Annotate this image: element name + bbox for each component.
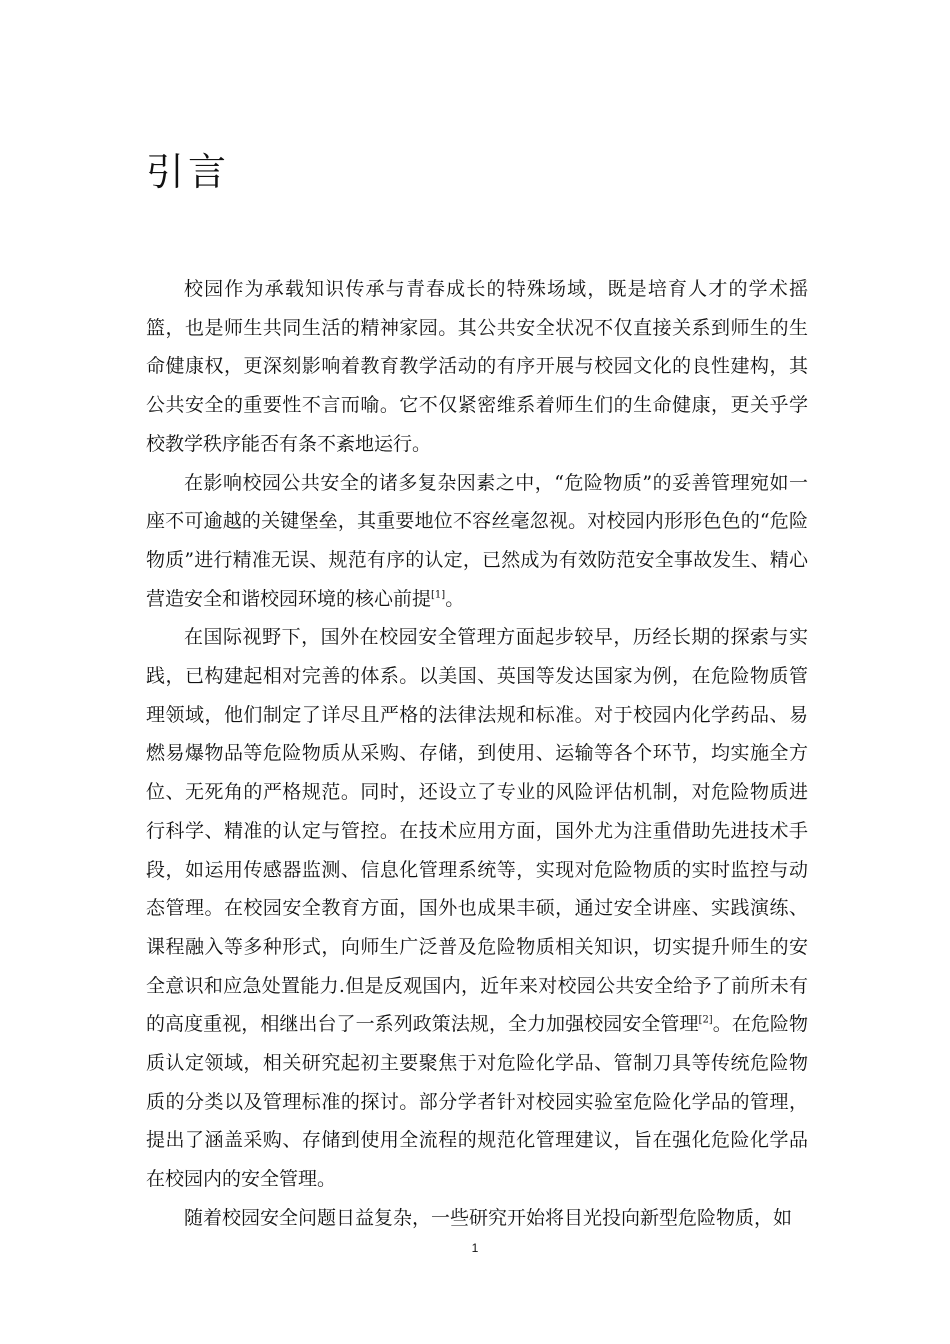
- paragraph-text: 。: [445, 587, 465, 610]
- paragraph-hazardous-substances: [146, 464, 808, 619]
- paragraph-new-hazards: 随着校园安全问题日益复杂，一些研究开始将目光投向新型危险物质，如: [184, 1206, 793, 1229]
- page-number: 1: [471, 1241, 479, 1255]
- paragraph-text: 在影响校园公共安全的诸多复杂因素之中，“危险物质”的妥善管理宛如一座不可逾越的关键堡垒，其重要地位不容丝毫忽视。对校园内形形色色的“危险物质”进行精准无误、规范有序的认定，已然成为有效防范安全事故发生、精心营造安全和谐校园环境的核心前提: [146, 471, 808, 610]
- paragraph-international-view: [146, 618, 808, 1199]
- section-heading: 引言: [146, 150, 231, 194]
- paragraph-text: 。在危险物质认定领域，相关研究起初主要聚焦于对危险化学品、管制刀具等传统危险物质的分类以及管理标准的探讨。部分学者针对校园实验室危险化学品的管理，提出了涵盖采购、存储到使用全流程的规范化管理建议，旨在强化危险化学品在校园内的安全管理。: [146, 1013, 808, 1191]
- body-text: [146, 270, 808, 1238]
- paragraph-campus-importance: 校园作为承载知识传承与青春成长的特殊场域，既是培育人才的学术摇篮，也是师生共同生活的精神家园。其公共安全状况不仅直接关系到师生的生命健康权，更深刻影响着教育教学活动的有序开展与校园文化的良性建构，其公共安全的重要性不言而喻。它不仅紧密维系着师生们的生命健康，更关乎学校教学秩序能否有条不紊地运行。: [146, 278, 808, 455]
- citation-ref: [1]: [431, 589, 446, 601]
- paragraph-text: 在国际视野下，国外在校园安全管理方面起步较早，历经长期的探索与实践，已构建起相对完善的体系。以美国、英国等发达国家为例，在危险物质管理领域，他们制定了详尽且严格的法律法规和标准。对于校园内化学药品、易燃易爆物品等危险物质从采购、存储，到使用、运输等各个环节，均实施全方位、无死角的严格规范。同时，还设立了专业的风险评估机制，对危险物质进行科学、精准的认定与管控。在技术应用方面，国外尤为注重借助先进技术手段，如运用传感器监测、信息化管理系统等，实现对危险物质的实时监控与动态管理。在校园安全教育方面，国外也成果丰硕，通过安全讲座、实践演练、课程融入等多种形式，向师生广泛普及危险物质相关知识，切实提升师生的安全意识和应急处置能力.但是反观国内，近年来对校园公共安全给予了前所未有的高度重视，相继出台了一系列政策法规，全力加强校园安全管理: [146, 626, 808, 1036]
- citation-ref: [2]: [698, 1015, 713, 1027]
